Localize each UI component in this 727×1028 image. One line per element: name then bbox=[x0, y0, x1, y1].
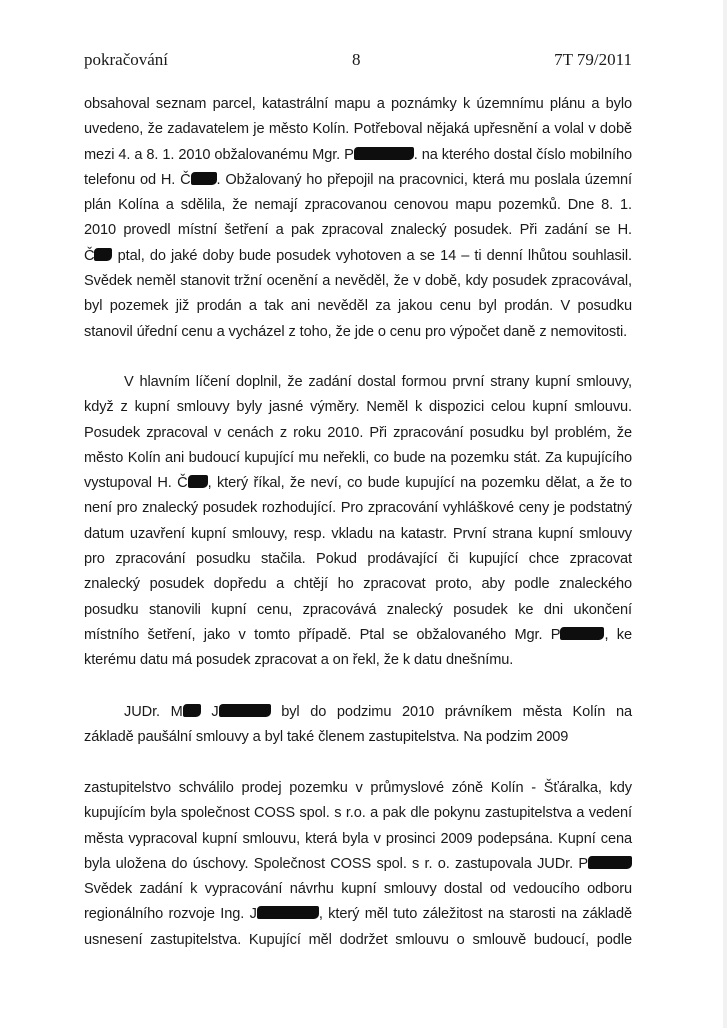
text-segment: JUDr. M bbox=[124, 704, 183, 720]
text-line: kterému datu má posudek zpracovat a on řekl, že k datu dnešnímu. bbox=[84, 652, 514, 669]
text-line: posudku stanovili kupní cenu, zpracovává znalecký posudek ke dni ukončení bbox=[84, 601, 632, 618]
text-line: 2010 provedl místní šetření a pak zpracoval znalecký posudek. Při zadání se H. bbox=[84, 222, 632, 239]
text-segment: byla uložena do úschovy. Společnost COSS spol. s r. o. zastupovala JUDr. P bbox=[84, 855, 588, 872]
scan-edge bbox=[723, 0, 727, 1028]
redaction-mark bbox=[94, 248, 112, 261]
paragraph-2 bbox=[84, 370, 632, 674]
text-line: byl pozemek již prodán a tak ani nevěděl za jakou cenu byl prodán. V posudku bbox=[84, 298, 632, 315]
text-segment: regionálního rozvoje Ing. J bbox=[84, 906, 257, 923]
text-segment: , který říkal, že neví, co bude kupující na pozemku dělat, a že to bbox=[207, 475, 632, 492]
text-segment: . na kterého dostal číslo mobilního bbox=[413, 146, 632, 163]
text-line bbox=[84, 902, 632, 927]
text-line: Svědek zadání k vypracování návrhu kupní smlouvy dostal od vedoucího odboru bbox=[84, 881, 632, 898]
page-header bbox=[84, 50, 632, 74]
redaction-mark bbox=[257, 906, 319, 919]
redaction-mark bbox=[219, 704, 271, 717]
text-line: kupujícím byla společnost COSS spol. s r.o. a pak dle pokynu zastupitelstva a vedení bbox=[84, 805, 632, 822]
redaction-mark bbox=[560, 627, 604, 640]
redaction-mark bbox=[188, 475, 208, 488]
text-line: stanovil úřední cenu a vycházel z toho, že jde o cenu pro výpočet daně z nemovitosti. bbox=[84, 323, 628, 340]
text-line: město Kolín ani budoucí kupující mu neřekli, co bude na pozemku stát. Za kupujícího bbox=[84, 449, 632, 466]
text-line bbox=[84, 471, 632, 496]
text-line: pro zpracování posudku stačila. Pokud prodávající či kupující chce zpracovat bbox=[84, 551, 632, 568]
text-segment: vystupoval H. Č bbox=[84, 475, 188, 492]
text-line: usnesení zastupitelstva. Kupující měl dodržet smlouvu o smlouvě budoucí, podle bbox=[84, 931, 632, 948]
text-line: základě paušální smlouvy a byl také členem zastupitelstva. Na podzim 2009 bbox=[84, 729, 569, 746]
text-line: když z kupní smlouvy byly jasné výměry. Neměl k dispozici celou kupní smlouvu. bbox=[84, 399, 632, 416]
text-segment: , který měl tuto záležitost na starosti na základě bbox=[318, 906, 632, 923]
text-segment: místního šetření, jako v tomto případě. Ptal se obžalovaného Mgr. P bbox=[84, 626, 561, 643]
text-line bbox=[84, 244, 632, 269]
redaction-mark bbox=[354, 147, 414, 160]
case-number: 7T 79/2011 bbox=[554, 50, 632, 69]
text-segment: mezi 4. a 8. 1. 2010 obžalovanému Mgr. P bbox=[84, 146, 354, 163]
text-line: uvedeno, že zadavatelem je město Kolín. Potřeboval nějaká upřesnění a volal v době bbox=[84, 121, 632, 138]
text-line: znalecký posudek dopředu a chtějí ho zpracovat proto, aby podle znaleckého bbox=[84, 576, 632, 593]
text-line: Svědek neměl stanovit tržní ocenění a nevěděl, že v době, kdy posudek zpracovával, bbox=[84, 273, 632, 290]
redaction-mark bbox=[191, 172, 217, 185]
text-line: V hlavním líčení doplnil, že zadání dostal formou první strany kupní smlouvy, bbox=[124, 374, 632, 390]
text-segment: , ke bbox=[604, 626, 632, 643]
paragraph-3 bbox=[84, 700, 632, 751]
header-continuation-label: pokračování bbox=[84, 50, 169, 69]
text-segment: . Obžalovaný ho přepojil na pracovnici, která mu poslala územní bbox=[216, 171, 632, 188]
text-line: Posudek zpracoval v cenách z roku 2010. Při zpracování posudku byl problém, že bbox=[84, 424, 632, 441]
text-segment: byl do podzimu 2010 právníkem města Kolín na bbox=[270, 704, 632, 720]
text-segment: J bbox=[200, 704, 219, 720]
text-segment: Č bbox=[84, 247, 95, 264]
text-segment: telefonu od H. Č bbox=[84, 171, 191, 188]
text-line: není pro znalecký posudek rozhodující. Pro zpracování vyhláškové ceny je podstatný bbox=[84, 500, 632, 517]
text-line bbox=[84, 700, 632, 725]
text-line bbox=[84, 623, 632, 648]
text-line: plán Kolína a sdělila, že nemají zpracovanou cenovou mapu pozemků. Dne 8. 1. bbox=[84, 197, 632, 214]
paragraph-4 bbox=[84, 776, 632, 953]
text-line bbox=[84, 852, 632, 877]
text-line: města vypracoval kupní smlouvu, která byla v prosinci 2009 podepsána. Kupní cena bbox=[84, 830, 632, 847]
redaction-mark bbox=[183, 704, 201, 717]
page-number: 8 bbox=[352, 50, 361, 69]
text-line bbox=[84, 168, 632, 193]
text-segment: ptal, do jaké doby bude posudek vyhotoven a se 14 – ti denní lhůtou souhlasil. bbox=[112, 247, 632, 264]
redaction-mark bbox=[588, 856, 632, 869]
paragraph-1 bbox=[84, 92, 632, 345]
text-line: datum uzavření kupní smlouvy, resp. vkladu na katastr. První strana kupní smlouvy bbox=[84, 525, 632, 542]
text-line bbox=[84, 143, 632, 168]
text-line: zastupitelstvo schválilo prodej pozemku v průmyslové zóně Kolín - Šťáralka, kdy bbox=[84, 780, 632, 796]
text-line: obsahoval seznam parcel, katastrální mapu a poznámky k územnímu plánu a bylo bbox=[84, 96, 632, 112]
